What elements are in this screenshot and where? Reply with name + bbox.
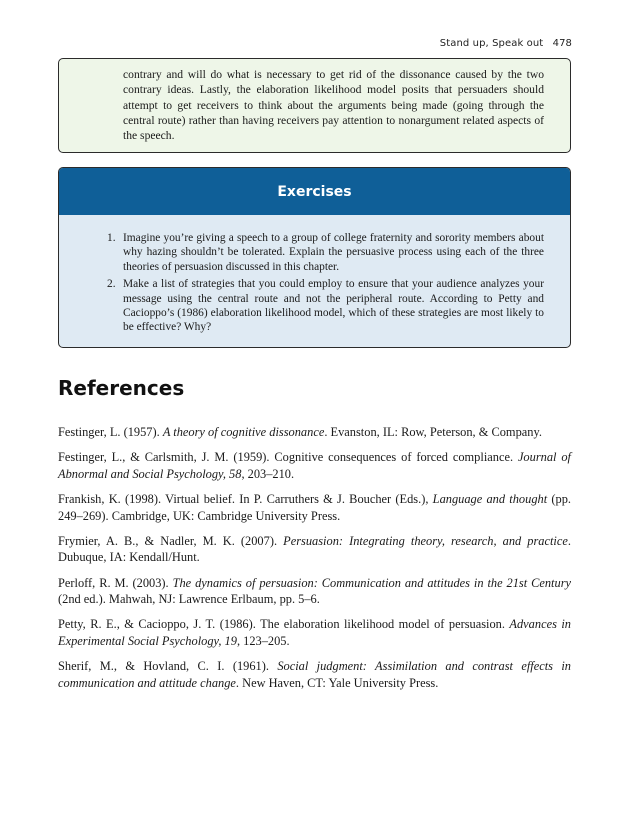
references-list [58,424,571,700]
reference-text: Petty, R. E., & Cacioppo, J. T. (1986). The elaboration likelihood model of persuasion. [58,617,510,632]
running-title: Stand up, Speak out [439,38,544,49]
exercise-number: 1. [107,232,116,244]
references-heading: References [58,376,185,400]
reference-text: , 203–210. [241,466,295,481]
reference-text: Festinger, L. (1957). [58,425,163,439]
exercises-header [59,168,570,215]
reference-text: , 123–205. [236,633,290,648]
reference-entry [58,658,571,691]
exercises-list [59,215,570,335]
key-takeaways-box [58,58,571,153]
takeaway-text: contrary and will do what is necessary to get rid of the dissonance caused by the two contrary ideas. Lastly, the elaboration likelihood model posits that persuaders should attempt to get receivers to think about the arguments being made (going through the central route) rather than having receivers pay attention to nonargument related aspects of the speech. [123,68,544,143]
reference-text: Sherif, M., & Hovland, C. I. (1961). [58,659,278,674]
reference-entry [58,616,571,649]
reference-title: The dynamics of persuasion: Communication and attitudes in the 21st Century [172,575,572,590]
exercise-item [107,231,544,274]
reference-text: Frankish, K. (1998). Virtual belief. In P. Carruthers & J. Boucher (Eds.), [58,491,433,506]
reference-text: (2nd ed.). Mahwah, NJ: Lawrence Erlbaum, pp. 5–6. [58,592,320,607]
reference-entry [58,533,571,566]
reference-text: . Evanston, IL: Row, Peterson, & Company. [324,425,542,439]
reference-entry [58,491,571,524]
exercises-box [58,167,571,348]
reference-title: A theory of cognitive dissonance [162,425,325,439]
running-header [440,38,572,49]
reference-entry [58,449,571,482]
reference-entry [58,575,571,608]
reference-text: . Dubuque, IA: Kendall/Hunt. [58,533,571,565]
reference-title: Language and thought [432,491,548,506]
reference-text: (pp. 249–269). Cambridge, UK: Cambridge University Press. [58,491,572,523]
reference-text: Frymier, A. B., & Nadler, M. K. (2007). [58,533,284,548]
exercise-number: 2. [107,278,116,291]
reference-text: Perloff, R. M. (2003). [58,575,173,590]
exercises-title: Exercises [277,183,352,200]
reference-text: . New Haven, CT: Yale University Press. [235,675,439,690]
reference-title: Social judgment: Assimilation and contrast effects in communication and attitude change [58,659,571,690]
reference-title: Journal of Abnormal and Social Psychology, 58 [58,450,571,481]
page-number: 478 [552,38,572,49]
reference-text: Festinger, L., & Carlsmith, J. M. (1959). Cognitive consequences of forced compliance. [58,450,518,465]
exercise-text: Imagine you’re giving a speech to a group of college fraternity and sorority members about why hazing shouldn’t be tolerated. Explain the persuasive process using each of the three theories of persuasion discussed in this chapter. [123,232,544,273]
reference-title: Persuasion: Integrating theory, research, and practice [283,533,568,548]
exercise-text: Make a list of strategies that you could employ to ensure that your audience analyzes your message using the central route and not the peripheral route. According to Petty and Cacioppo’s (1986) elaboration likelihood model, which of these strategies are most likely to be effective? Why? [123,278,544,334]
exercise-item [107,277,544,335]
reference-entry [58,424,571,441]
reference-title: Advances in Experimental Social Psychology, 19 [58,617,571,648]
